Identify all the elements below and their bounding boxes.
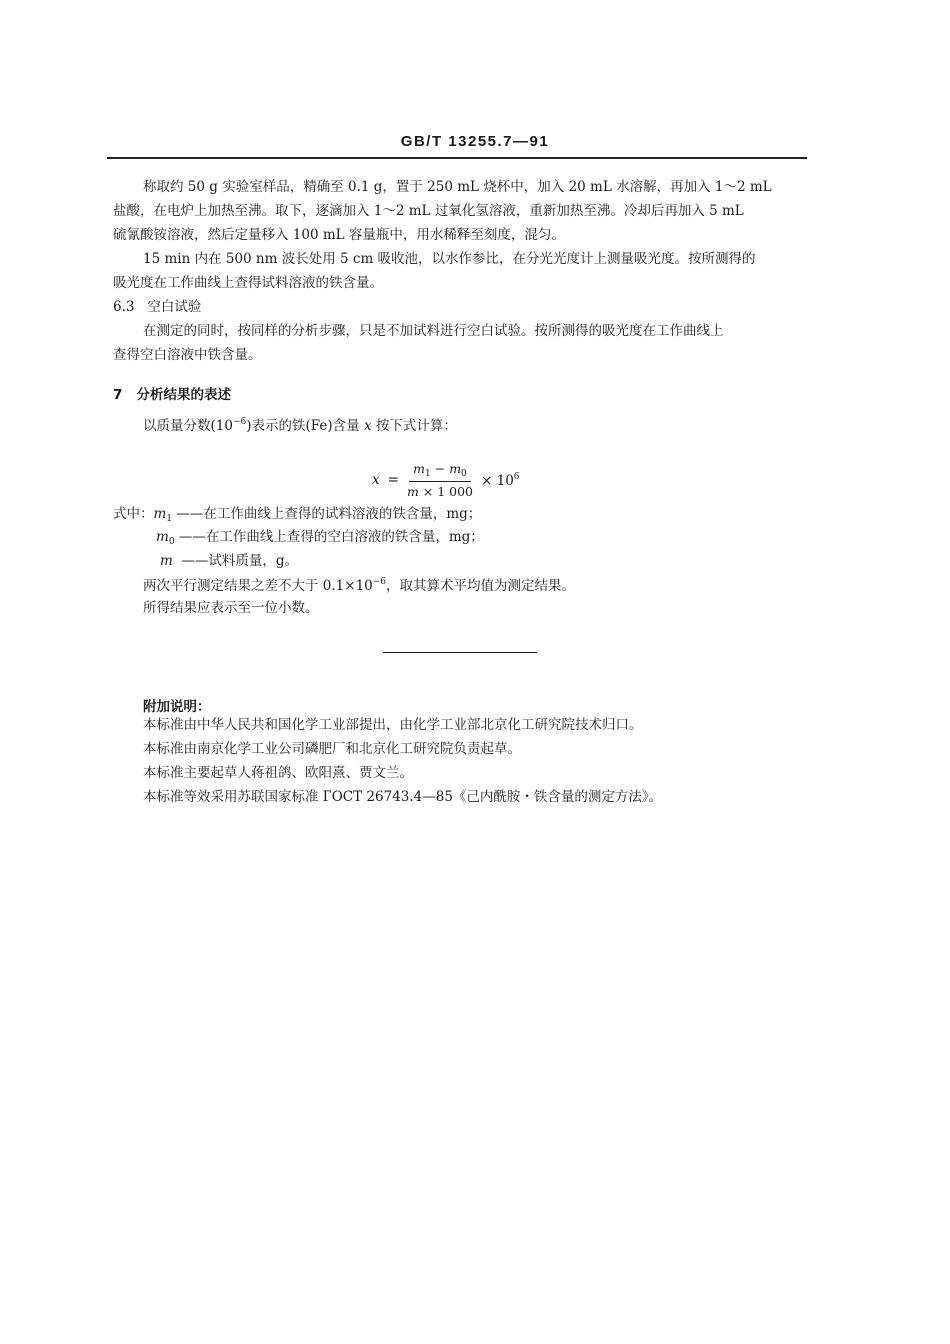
calc-intro-text: 以质量分数(10 [143,418,233,434]
section-title: 空白试验 [147,299,202,315]
section-6-3-heading [113,301,201,315]
notes-line-4: 本标准等效采用苏联国家标准 ГОСТ 26743.4—85《己内酰胺・铁含量的测定方法》。 [143,789,663,805]
formula-fraction [407,461,473,499]
para3-line1: 在测定的同时，按同样的分析步骤，只是不加试料进行空白试验。按所测得的吸光度在工作曲线上 [143,323,724,339]
tolerance-text: 两次平行测定结果之差不大于 0.1×10 [143,578,373,594]
notes-line-3: 本标准主要起草人蒋祖鸽、欧阳熹、贾文兰。 [143,765,413,781]
end-of-text-rule [383,652,537,653]
para1-line1: 称取约 50 g 实验室样品，精确至 0.1 g，置于 250 mL 烧杯中，加入 20 mL 水溶解，再加入 1～2 mL [143,179,772,195]
notes-line-1: 本标准由中华人民共和国化学工业部提出，由化学工业部北京化工研究院技术归口。 [143,717,643,733]
where-m1-line [113,508,481,524]
definition-text: ——在工作曲线上查得的空白溶液的铁含量，mg； [174,529,484,545]
calc-intro-exponent: −6 [232,417,247,427]
additional-notes-title: 附加说明： [143,699,211,715]
section-7-heading [113,383,231,403]
tolerance-exponent: −6 [372,577,387,587]
subscript: 1 [166,514,173,524]
para3-line2: 查得空白溶液中铁含量。 [113,347,262,363]
subscript: 0 [461,469,467,479]
tolerance-statement [143,578,575,594]
where-m0-line [156,531,484,547]
formula-lhs: x [372,472,380,488]
formula-multiplier [481,472,520,489]
section-number: 6.3 [113,299,135,315]
calc-intro-variable: x [363,418,372,434]
var-m: m [153,506,167,522]
section-title: 分析结果的表述 [136,387,232,403]
minus-sign: − [430,461,450,476]
section-number: 7 [113,387,123,403]
standard-number-header: GB/T 13255.7—91 [400,133,550,150]
definition-text: ——试料质量，g。 [177,553,299,569]
var-m: m [449,461,462,476]
denominator-rest: × 1 000 [418,484,474,499]
formula-denominator [407,482,473,499]
definition-text: ——在工作曲线上查得的试料溶液的铁含量，mg； [172,506,482,522]
var-m: m [156,529,169,545]
calc-intro-text: 按下式计算： [371,418,457,434]
exponent: 6 [513,471,520,482]
var-m: m [406,484,419,499]
calc-intro-text: )表示的铁(Fe)含量 [246,418,364,434]
para1-line2: 盐酸，在电炉上加热至沸。取下，逐滴加入 1～2 mL 过氧化氢溶液，重新加热至沸。冷却后再加入 5 mL [113,203,744,219]
iron-content-formula [372,462,520,498]
formula-numerator [409,461,471,482]
where-m-line [160,555,298,569]
subscript: 0 [168,537,175,547]
formula-equals: = [387,472,399,488]
var-m: m [413,461,426,476]
rounding-statement: 所得结果应表示至一位小数。 [143,600,319,616]
subscript: 1 [425,469,431,479]
para2-line2: 吸光度在工作曲线上查得试料溶液的铁含量。 [113,275,383,291]
where-prefix: 式中： [113,506,154,522]
header-rule [107,157,807,159]
tolerance-text: ，取其算术平均值为测定结果。 [386,578,576,594]
para2-line1: 15 min 内在 500 nm 波长处用 5 cm 吸收池，以水作参比，在分光光度计上测量吸光度。按所测得的 [143,251,756,267]
calculation-intro [143,418,457,434]
var-m: m [160,553,173,569]
times-ten: × 10 [481,472,514,489]
notes-line-2: 本标准由南京化学工业公司磷肥厂和北京化工研究院负责起草。 [143,741,521,757]
para1-line3: 硫氰酸铵溶液，然后定量移入 100 mL 容量瓶中，用水稀释至刻度，混匀。 [113,227,565,243]
